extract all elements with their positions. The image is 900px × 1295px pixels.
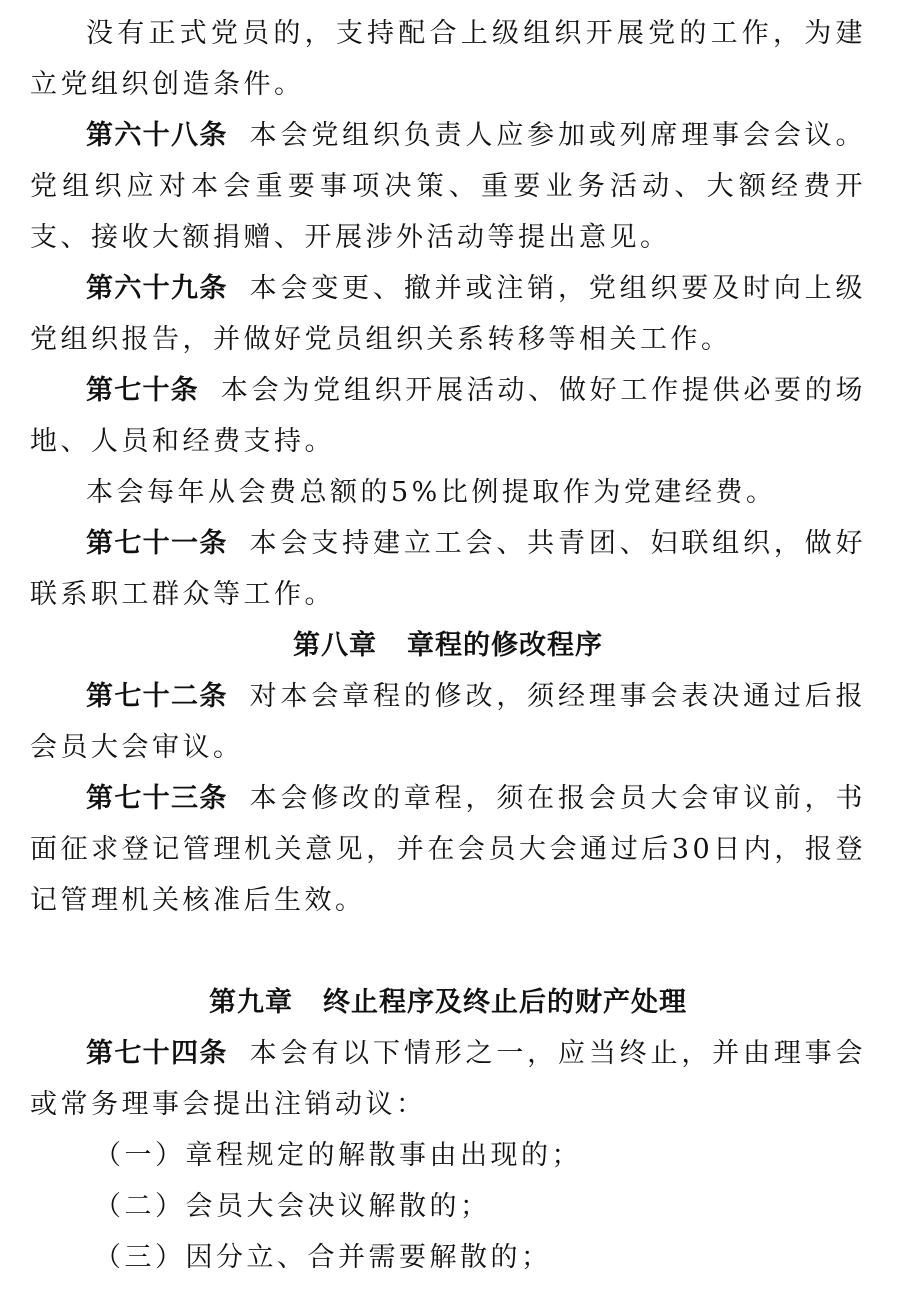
article-74-text: 本会有以下情形之一，应当终止，并由理事会或常务理事会提出注销动议：: [30, 1038, 867, 1120]
article-71-number: 第七十一条: [86, 528, 228, 559]
article-73-text: 本会修改的章程，须在报会员大会审议前，书面征求登记管理机关意见，并在会员大会通过后30日内，报登记管理机关核准后生效。: [30, 783, 867, 916]
section-spacer: [30, 926, 866, 977]
article-72-text: 对本会章程的修改，须经理事会表决通过后报会员大会审议。: [30, 681, 867, 763]
article-69: [30, 263, 866, 365]
chapter-8-title: 章程的修改程序: [407, 630, 603, 661]
article-73-number: 第七十三条: [86, 783, 228, 814]
chapter-9-title: 终止程序及终止后的财产处理: [323, 987, 687, 1018]
article-68-text: 本会党组织负责人应参加或列席理事会会议。党组织应对本会重要事项决策、重要业务活动、大额经费开支、接收大额捐赠、开展涉外活动等提出意见。: [30, 120, 867, 253]
article-71-text: 本会支持建立工会、共青团、妇联组织，做好联系职工群众等工作。: [30, 528, 867, 610]
article-71: [30, 518, 866, 620]
document-page: [30, 8, 866, 1283]
article-70-text: 本会为党组织开展活动、做好工作提供必要的场地、人员和经费支持。: [30, 375, 867, 457]
list-item: （三）因分立、合并需要解散的；: [94, 1242, 552, 1273]
chapter-9-heading: [30, 977, 866, 1028]
article-69-number: 第六十九条: [86, 273, 228, 304]
article-69-text: 本会变更、撤并或注销，党组织要及时向上级党组织报告，并做好党员组织关系转移等相关工作。: [30, 273, 867, 355]
chapter-9-label: 第九章: [209, 987, 293, 1018]
chapter-8-heading: [30, 620, 866, 671]
article-72: [30, 671, 866, 773]
list-item: （二）会员大会决议解散的；: [94, 1191, 491, 1222]
article-70-number: 第七十条: [86, 375, 199, 406]
article-68: [30, 110, 866, 263]
paragraph-intro: 没有正式党员的，支持配合上级组织开展党的工作，为建立党组织创造条件。: [30, 18, 866, 100]
article-72-number: 第七十二条: [86, 681, 228, 712]
article-70: [30, 365, 866, 467]
article-74-number: 第七十四条: [86, 1038, 228, 1069]
chapter-8-label: 第八章: [293, 630, 377, 661]
article-70-extra: 本会每年从会费总额的5%比例提取作为党建经费。: [86, 477, 777, 508]
article-73: [30, 773, 866, 926]
list-item: （一）章程规定的解散事由出现的；: [94, 1140, 582, 1171]
article-74: [30, 1028, 866, 1130]
article-68-number: 第六十八条: [86, 120, 228, 151]
